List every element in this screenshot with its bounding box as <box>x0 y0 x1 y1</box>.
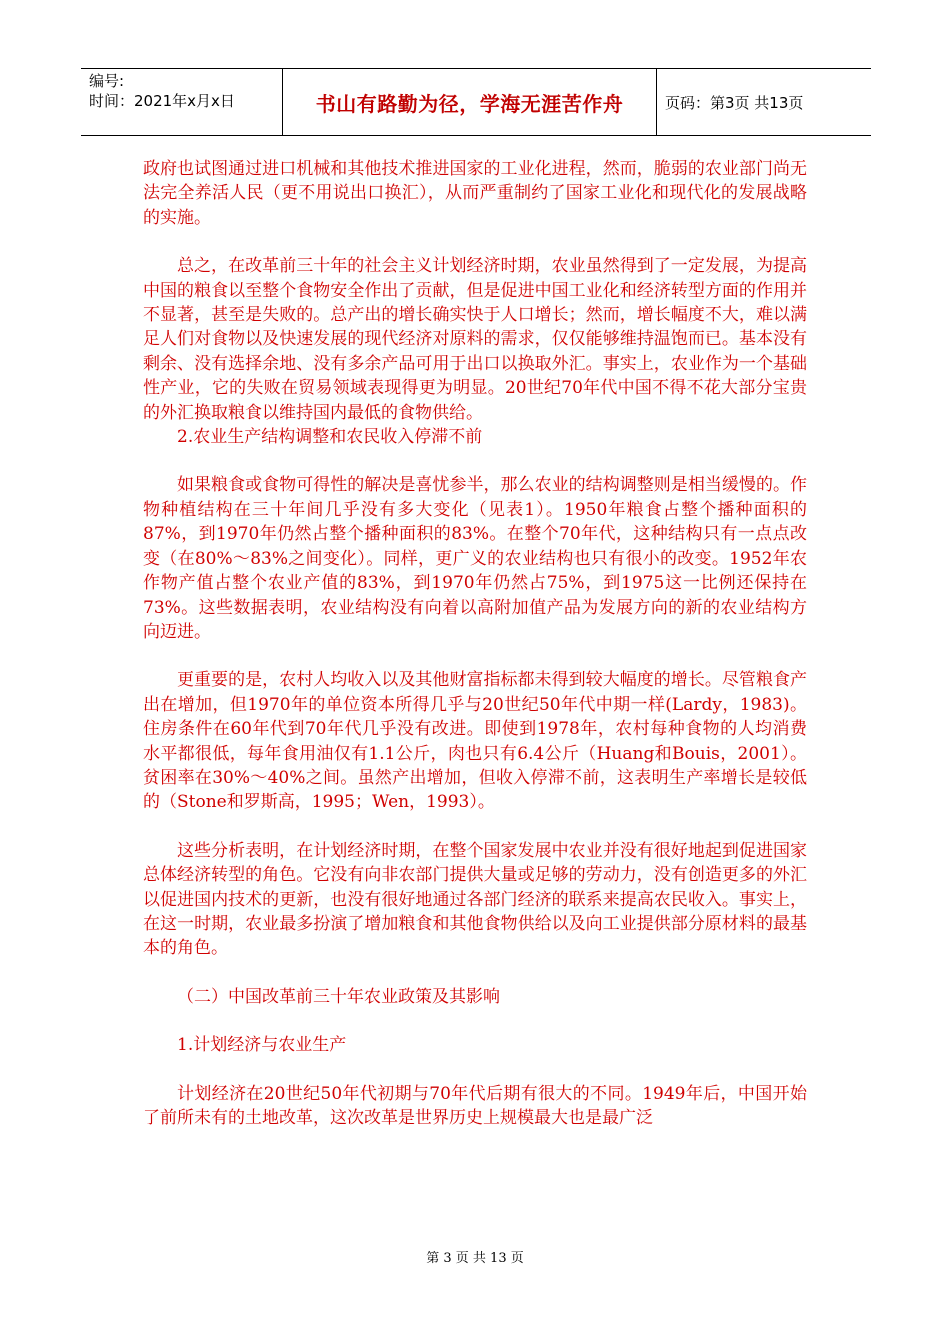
paragraph: 总之，在改革前三十年的社会主义计划经济时期，农业虽然得到了一定发展，为提高中国的粮食以至整个食物安全作出了贡献，但是促进中国工业化和经济转型方面的作用并不显著，甚至是失败的。总产出的增长确实快于人口增长；然而，增长幅度不大，难以满足人们对食物以及快速发展的现代经济对原料的需求，仅仅能够维持温饱而已。基本没有剩余、没有选择余地、没有多余产品可用于出口以换取外汇。事实上，农业作为一个基础性产业，它的失败在贸易领域表现得更为明显。20世纪70年代中国不得不花大部分宝贵的外汇换取粮食以维持国内最低的食物供给。 <box>143 256 807 423</box>
time-label: 时间：2021年x月x日 <box>89 92 235 110</box>
document-body <box>143 157 807 1130</box>
paragraph: 计划经济在20世纪50年代初期与70年代后期有很大的不同。1949年后，中国开始了前所未有的土地改革，这次改革是世界历史上规模最大也是最广泛 <box>143 1083 807 1128</box>
page-number-label: 页码：第3页 共13页 <box>665 93 804 112</box>
paragraph: 如果粮食或食物可得性的解决是喜忧参半，那么农业的结构调整则是相当缓慢的。作物种植结构在三十年间几乎没有多大变化（见表1）。1950年粮食占整个播种面积的87%，到1970年仍然占整个播种面积的83%。在整个70年代，这种结构只有一点点改变（在80%～83%之间变化）。同样，更广义的农业结构也只有很小的改变。1952年农作物产值占整个农业产值的83%，到1970年仍然占75%，到1975这一比例还保持在73%。这些数据表明，农业结构没有向着以高附加值产品为发展方向的新的农业结构方向迈进。 <box>143 475 807 642</box>
paragraph: 政府也试图通过进口机械和其他技术推进国家的工业化进程，然而，脆弱的农业部门尚无法完全养活人民（更不用说出口换汇），从而严重制约了国家工业化和现代化的发展战略的实施。 <box>143 159 807 228</box>
motto-text: 书山有路勤为径，学海无涯苦作舟 <box>315 91 624 116</box>
section-heading: 1.计划经济与农业生产 <box>177 1035 347 1056</box>
paragraph: 更重要的是，农村人均收入以及其他财富指标都未得到较大幅度的增长。尽管粮食产出在增加，但1970年的单位资本所得几乎与20世纪50年代中期一样(Lardy，1983)。住房条件在60年代到70年代几乎没有改进。即使到1978年，农村每种食物的人均消费水平都很低，每年食用油仅有1.1公斤，肉也只有6.4公斤（Huang和Bouis，2001）。贫困率在30%～40%之间。虽然产出增加，但收入停滞不前，这表明生产率增长是较低的（Stone和罗斯高，1995；Wen，1993）。 <box>143 670 807 813</box>
page-footer: 第 3 页 共 13 页 <box>426 1251 524 1266</box>
header-table <box>81 68 871 136</box>
section-heading: （二）中国改革前三十年农业政策及其影响 <box>177 986 500 1007</box>
paragraph: 这些分析表明，在计划经济时期，在整个国家发展中农业并没有很好地起到促进国家总体经济转型的角色。它没有向非农部门提供大量或足够的劳动力，没有创造更多的外汇以促进国内技术的更新，也没有很好地通过各部门经济的联系来提高农民收入。事实上，在这一时期，农业最多扮演了增加粮食和其他食物供给以及向工业提供部分原材料的最基本的角色。 <box>143 840 807 959</box>
header-info-cell <box>81 69 283 135</box>
motto-cell <box>283 69 657 135</box>
serial-number-label: 编号: <box>89 72 125 90</box>
page-number-cell <box>657 69 871 135</box>
section-heading: 2.农业生产结构调整和农民收入停滞不前 <box>177 427 483 448</box>
